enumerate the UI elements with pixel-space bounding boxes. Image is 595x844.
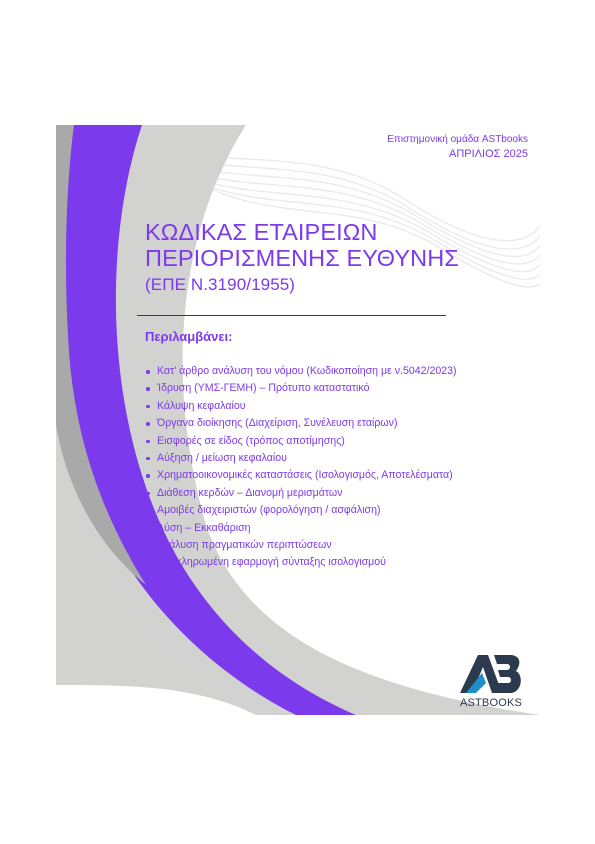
list-item: Αμοιβές διαχειριστών (φορολόγηση / ασφάλιση): [145, 503, 495, 519]
ab-logo-mark-icon: [458, 653, 524, 695]
title-line-1: ΚΩΔΙΚΑΣ ΕΤΑΙΡΕΙΩΝ: [145, 219, 378, 245]
publication-date: ΑΠΡΙΛΙΟΣ 2025: [449, 148, 528, 160]
list-item: Αύξηση / μείωση κεφαλαίου: [145, 451, 495, 467]
includes-heading: Περιλαμβάνει:: [145, 329, 233, 344]
list-item: Ολοκληρωμένη εφαρμογή σύνταξης ισολογισμού: [145, 555, 495, 571]
topics-list: [145, 364, 495, 573]
list-item: Κατ’ άρθρο ανάλυση του νόμου (Κωδικοποίηση με ν.5042/2023): [145, 364, 495, 380]
title-divider: [137, 315, 446, 316]
astbooks-logo: [451, 653, 531, 713]
book-title: [145, 219, 535, 297]
publisher-block: [387, 132, 528, 162]
list-item: Κάλυψη κεφαλαίου: [145, 399, 495, 415]
list-item: Ίδρυση (ΥΜΣ-ΓΕΜΗ) – Πρότυπο καταστατικό: [145, 381, 495, 397]
list-item: Ανάλυση πραγματικών περιπτώσεων: [145, 538, 495, 554]
book-subtitle: (ΕΠΕ Ν.3190/1955): [145, 275, 296, 294]
title-line-2: ΠΕΡΙΟΡΙΣΜΕΝΗΣ ΕΥΘΥΝΗΣ: [145, 245, 459, 271]
logo-brand-text: ASTBOOKS: [459, 697, 523, 709]
list-item: Εισφορές σε είδος (τρόπος αποτίμησης): [145, 434, 495, 450]
list-item: Χρηματοοικονομικές καταστάσεις (Ισολογισμός, Αποτελέσματα): [145, 468, 495, 484]
book-cover: [56, 125, 540, 715]
list-item: Λύση – Εκκαθάριση: [145, 521, 495, 537]
list-item: Διάθεση κερδών – Διανομή μερισμάτων: [145, 486, 495, 502]
list-item: Όργανα διοίκησης (Διαχείριση, Συνέλευση εταίρων): [145, 416, 495, 432]
publisher-team: Επιστημονική ομάδα ASTbooks: [387, 134, 528, 145]
